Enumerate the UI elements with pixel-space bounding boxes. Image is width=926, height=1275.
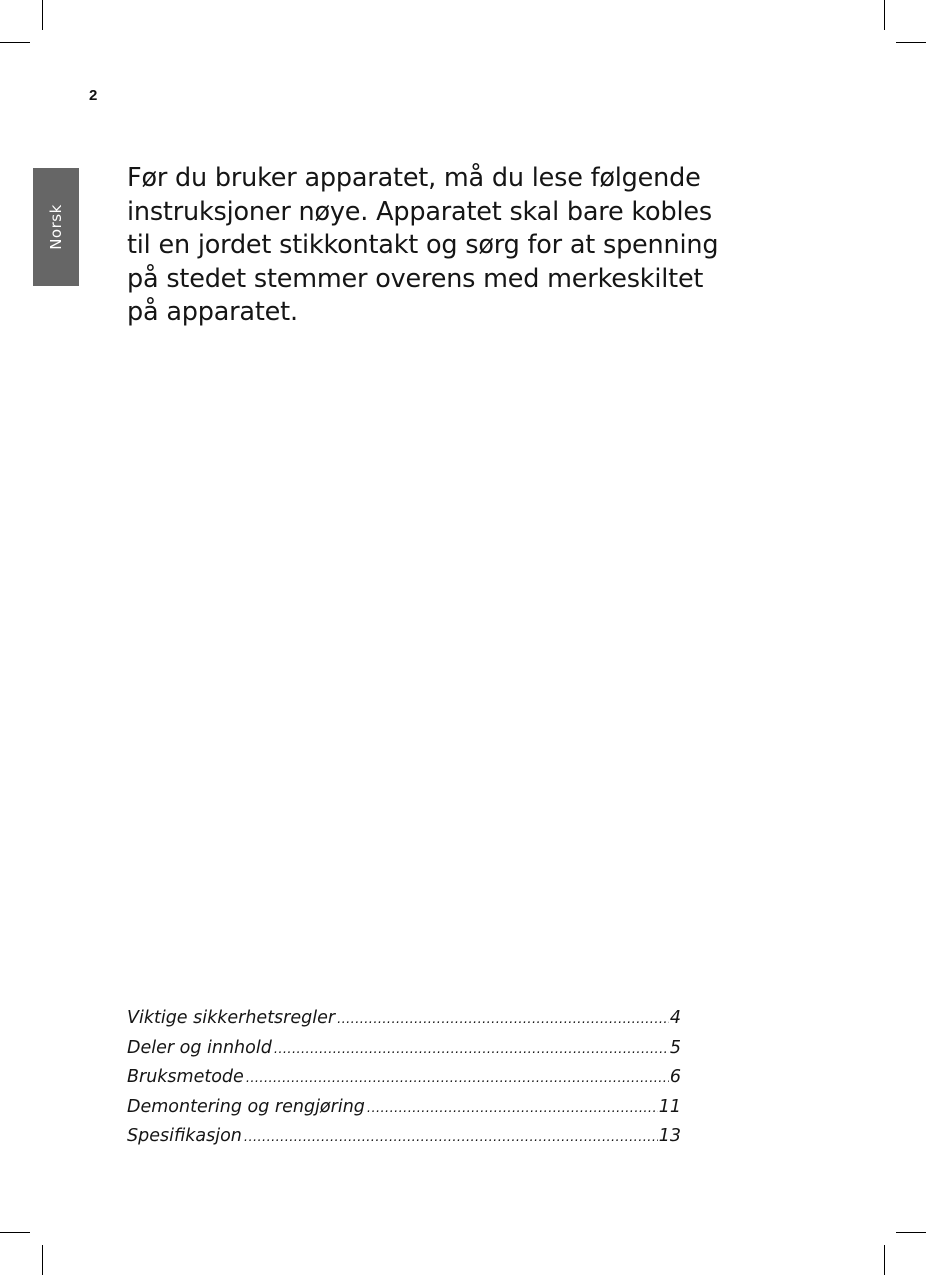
toc-leader-dots [337,1012,669,1027]
toc-entry-page: 13 [658,1126,681,1147]
crop-mark-top-right-horizontal [896,42,926,43]
toc-entry[interactable] [127,1008,681,1038]
table-of-contents [127,1008,681,1156]
toc-leader-dots [274,1042,669,1057]
toc-entry-title: Bruksmetode [127,1067,244,1088]
intro-line: Før du bruker apparatet, må du lese følgende [127,163,701,193]
intro-paragraph [127,162,747,330]
toc-entry[interactable] [127,1067,681,1097]
crop-mark-bottom-right-horizontal [896,1232,926,1233]
toc-entry-page: 6 [669,1067,681,1088]
toc-entry-title: Demontering og rengjøring [127,1096,365,1117]
intro-line: på apparatet. [127,297,298,327]
crop-mark-bottom-right-vertical [884,1245,885,1275]
toc-entry-title: Viktige sikkerhetsregler [127,1008,336,1028]
toc-leader-dots [246,1071,669,1086]
intro-line: på stedet stemmer overens med merkeskiltet [127,263,704,294]
toc-entry[interactable] [127,1038,681,1068]
crop-mark-top-right-vertical [884,0,885,30]
crop-mark-top-left-vertical [42,0,43,30]
language-tab-label: Norsk [47,204,65,250]
toc-entry[interactable] [127,1097,681,1127]
toc-entry-title: Deler og innhold [127,1037,272,1058]
intro-line: til en jordet stikkontakt og sørg for at spenning [127,230,719,260]
crop-mark-top-left-horizontal [0,42,30,43]
language-tab [33,168,79,286]
toc-entry-page: 4 [669,1008,681,1028]
toc-leader-dots [367,1101,658,1116]
page-number: 2 [89,87,98,104]
toc-entry-page: 11 [658,1096,681,1117]
intro-line: instruksjoner nøye. Apparatet skal bare kobles [127,196,712,227]
crop-mark-bottom-left-vertical [42,1245,43,1275]
crop-mark-bottom-left-horizontal [0,1232,30,1233]
toc-entry-page: 5 [669,1037,681,1058]
toc-entry-title: Spesifikasjon [127,1126,242,1147]
toc-leader-dots [244,1130,658,1145]
toc-entry[interactable] [127,1126,681,1156]
